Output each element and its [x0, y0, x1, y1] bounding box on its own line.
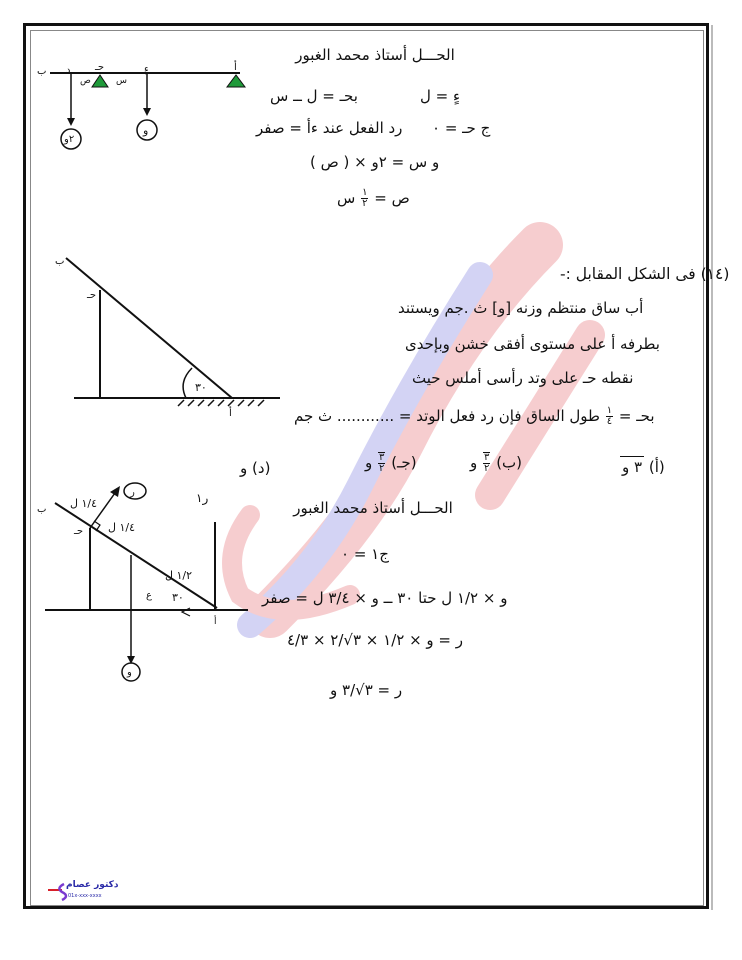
force-label-weight: و	[127, 667, 132, 678]
frac-num: ٣	[379, 452, 385, 463]
solution-14-line3: ر = و × ١/٢ × ٣√/٢ × ٤/٣	[287, 631, 464, 649]
beam-label-x: س	[116, 76, 127, 86]
frac-num: ١	[606, 405, 613, 416]
footer-logo-sub: 01x-xxx-xxxx	[68, 893, 102, 899]
problem-14-line3: نقطه حـ على وتد رأسى أملس حيث	[412, 369, 634, 387]
problem-14-title: (١٤) فى الشكل المقابل :-	[560, 265, 730, 283]
problem-14-line4-suffix: طول الساق فإن رد فعل الوتد = ............ ث جم	[294, 407, 600, 425]
solution-13-line4-suffix: س	[337, 189, 356, 207]
force-label-a: أ	[214, 617, 217, 627]
force-label-b: ب	[37, 504, 47, 515]
solution-13-line1-right: ءٍ = ل	[420, 87, 461, 105]
solution-14-heading: الحـــل أستاذ محمد الغبور	[293, 499, 453, 517]
frac-num: ١	[362, 187, 368, 198]
solution-13-line4-prefix: ص =	[374, 189, 410, 207]
beam-weight-2w: ٢و	[64, 134, 75, 145]
beam-label-y: ص	[80, 76, 91, 86]
force-label-h: حـ	[74, 526, 84, 537]
rod-label-b: ب	[55, 256, 65, 267]
frac-den: ٢	[484, 463, 490, 474]
solution-14-line4: ر = ٣√/٣ و	[330, 681, 403, 699]
beam-label-a: أ	[234, 62, 237, 73]
footer-logo-text: دكتور عصام	[66, 880, 119, 890]
problem-14-line1: أب ساق منتظم وزنه [و] ث .جم ويستند	[398, 299, 644, 317]
frac-den: ٤	[606, 416, 613, 427]
solution-13-line1-left: بحـ = ل ــ س	[270, 87, 358, 105]
force-label-seg1: ١/٤ ل	[70, 497, 98, 510]
problem-14-line4-prefix: بحـ =	[618, 407, 655, 425]
option-c-value: و	[365, 453, 373, 472]
solution-13-line2-right: ج حـ = ٠	[432, 119, 491, 137]
force-label-seg3: ١/٢ ل	[165, 569, 193, 582]
beam-weight-w: و	[143, 124, 149, 137]
beam-label-d: د	[66, 65, 71, 76]
force-label-r1: ر١	[196, 491, 209, 505]
option-a-value: ٣ و	[622, 458, 643, 476]
force-label-reaction: ر	[130, 487, 135, 498]
frac-den: ٢	[379, 463, 385, 474]
rod-label-a: أ	[229, 408, 232, 419]
option-d-value: و	[240, 459, 248, 477]
frac-num: ٣	[484, 452, 490, 463]
rod-label-h: حـ	[87, 290, 97, 301]
force-label-e: ع	[146, 590, 152, 601]
solution-13-heading: الحـــل أستاذ محمد الغبور	[295, 46, 455, 64]
option-b-value: و	[470, 453, 478, 472]
force-label-seg2: ١/٤ ل	[108, 521, 136, 534]
problem-14-line2: بطرفه أ على مستوى أفقى خشن وبإحدى	[405, 335, 660, 353]
beam-label-e: ءٍ	[144, 64, 149, 75]
solution-13-line3: و س = ٢و × ( ص )	[310, 153, 440, 171]
solution-14-line2: و × ١/٢ ل حتا ٣٠ ــ و × ٣/٤ ل = صفر	[262, 589, 508, 607]
solution-13-line2-left: رد الفعل عند ءأ = صفر	[256, 119, 403, 137]
beam-label-h: حـ	[95, 62, 105, 73]
rod-label-angle: ٣٠	[195, 381, 207, 394]
beam-label-b: ب	[37, 66, 47, 77]
option-a-key: (أ)	[648, 458, 665, 476]
force-label-angle: ٣٠	[172, 591, 184, 604]
frac-den: ٢	[362, 198, 368, 209]
option-c-key: (جـ)	[391, 453, 417, 472]
option-b-key: (ب)	[496, 453, 523, 472]
solution-14-line1: ج١ = ٠	[341, 545, 389, 563]
option-d-key: (د)	[252, 459, 271, 477]
